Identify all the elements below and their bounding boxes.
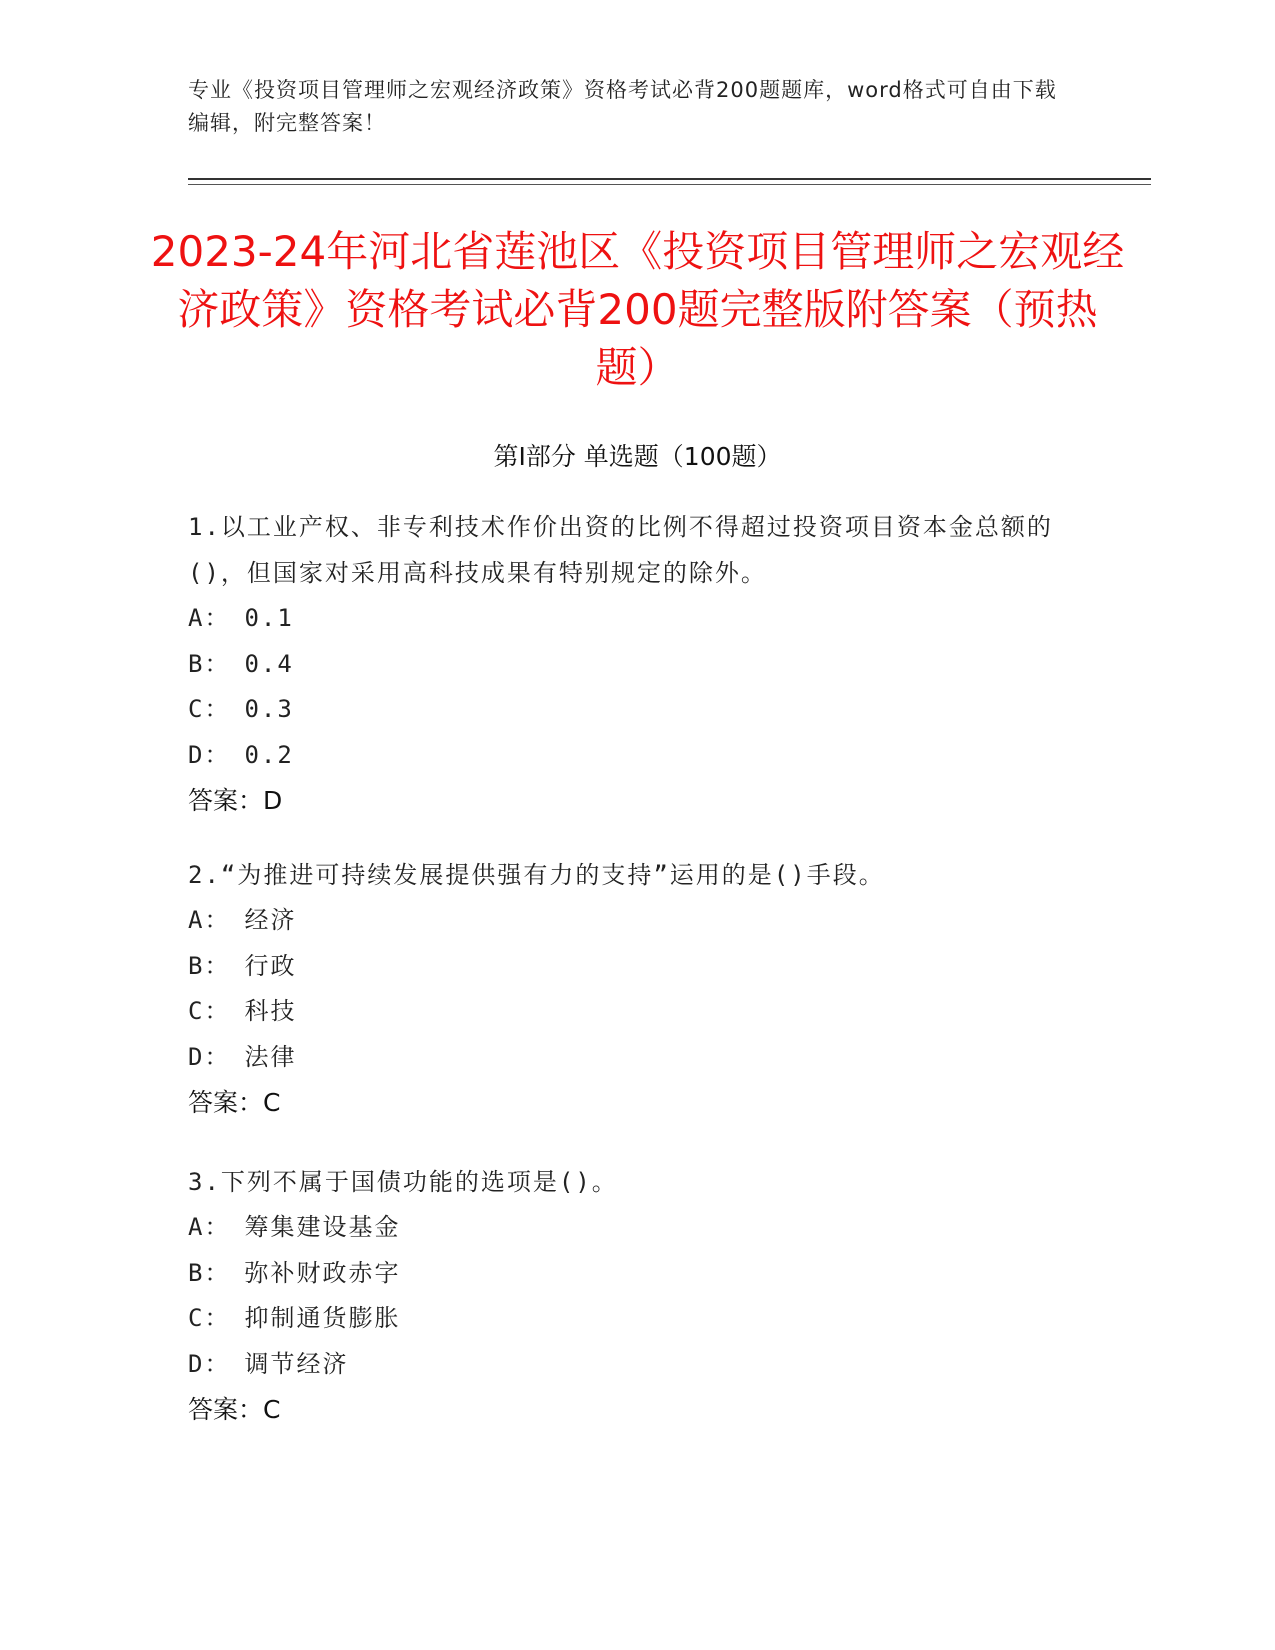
option-text: 0.4: [244, 649, 294, 678]
question-2: [188, 852, 1068, 1125]
question-stem: 1.以工业产权、非专利技术作价出资的比例不得超过投资项目资本金总额的()，但国家对采用高科技成果有特别规定的除外。: [188, 513, 1053, 587]
question-3: [188, 1159, 1068, 1432]
option-letter: B：: [188, 951, 231, 980]
option-letter: D：: [188, 1349, 231, 1378]
option-text: 0.2: [244, 740, 294, 769]
option-letter: A：: [188, 1213, 231, 1241]
answer-value: C: [263, 1395, 281, 1424]
option-c: [188, 687, 1068, 733]
header-divider-thin: [188, 184, 1151, 185]
option-text: 抑制通货膨胀: [244, 1304, 401, 1332]
option-text: 0.1: [244, 604, 294, 632]
option-d: [188, 1342, 1068, 1388]
answer-value: D: [263, 786, 283, 815]
option-d: [188, 1035, 1068, 1081]
option-c: [188, 1296, 1068, 1342]
option-a: [188, 898, 1068, 944]
option-text: 弥补财政赤字: [244, 1258, 401, 1287]
answer-label: 答案：: [188, 1088, 264, 1117]
option-b: [188, 944, 1068, 990]
option-text: 法律: [244, 1042, 297, 1071]
answer-label: 答案：: [188, 786, 264, 815]
option-letter: A：: [188, 604, 231, 632]
header-note: 专业《投资项目管理师之宏观经济政策》资格考试必背200题题库，word格式可自由下载编辑，附完整答案！: [188, 78, 1057, 135]
question-stem: 2.“为推进可持续发展提供强有力的支持”运用的是()手段。: [188, 861, 885, 889]
header-divider-thick: [188, 178, 1151, 180]
option-b: [188, 642, 1068, 688]
question-1: [188, 504, 1068, 823]
answer-line: [188, 1080, 1068, 1125]
option-text: 调节经济: [244, 1349, 349, 1378]
option-b: [188, 1251, 1068, 1297]
answer-line: [188, 1387, 1068, 1432]
option-letter: B：: [188, 649, 231, 678]
question-stem: 3.下列不属于国债功能的选项是()。: [188, 1168, 618, 1196]
option-letter: D：: [188, 1042, 231, 1071]
answer-line: [188, 778, 1068, 823]
option-letter: C：: [188, 997, 231, 1025]
answer-label: 答案：: [188, 1395, 264, 1424]
option-c: [188, 989, 1068, 1035]
option-a: [188, 1205, 1068, 1251]
option-text: 筹集建设基金: [244, 1213, 401, 1241]
option-letter: C：: [188, 1304, 231, 1332]
option-letter: C：: [188, 695, 231, 723]
option-text: 行政: [244, 951, 297, 980]
document-title: 2023-24年河北省莲池区《投资项目管理师之宏观经济政策》资格考试必背200题完整版附答案（预热题）: [150, 227, 1125, 392]
answer-value: C: [263, 1088, 281, 1117]
option-d: [188, 733, 1068, 779]
option-a: [188, 596, 1068, 642]
option-letter: B：: [188, 1258, 231, 1287]
option-text: 经济: [244, 906, 297, 934]
option-letter: A：: [188, 906, 231, 934]
option-text: 科技: [244, 997, 297, 1025]
option-letter: D：: [188, 740, 231, 769]
section-title: 第Ⅰ部分 单选题（100题）: [493, 442, 782, 471]
option-text: 0.3: [244, 695, 294, 723]
